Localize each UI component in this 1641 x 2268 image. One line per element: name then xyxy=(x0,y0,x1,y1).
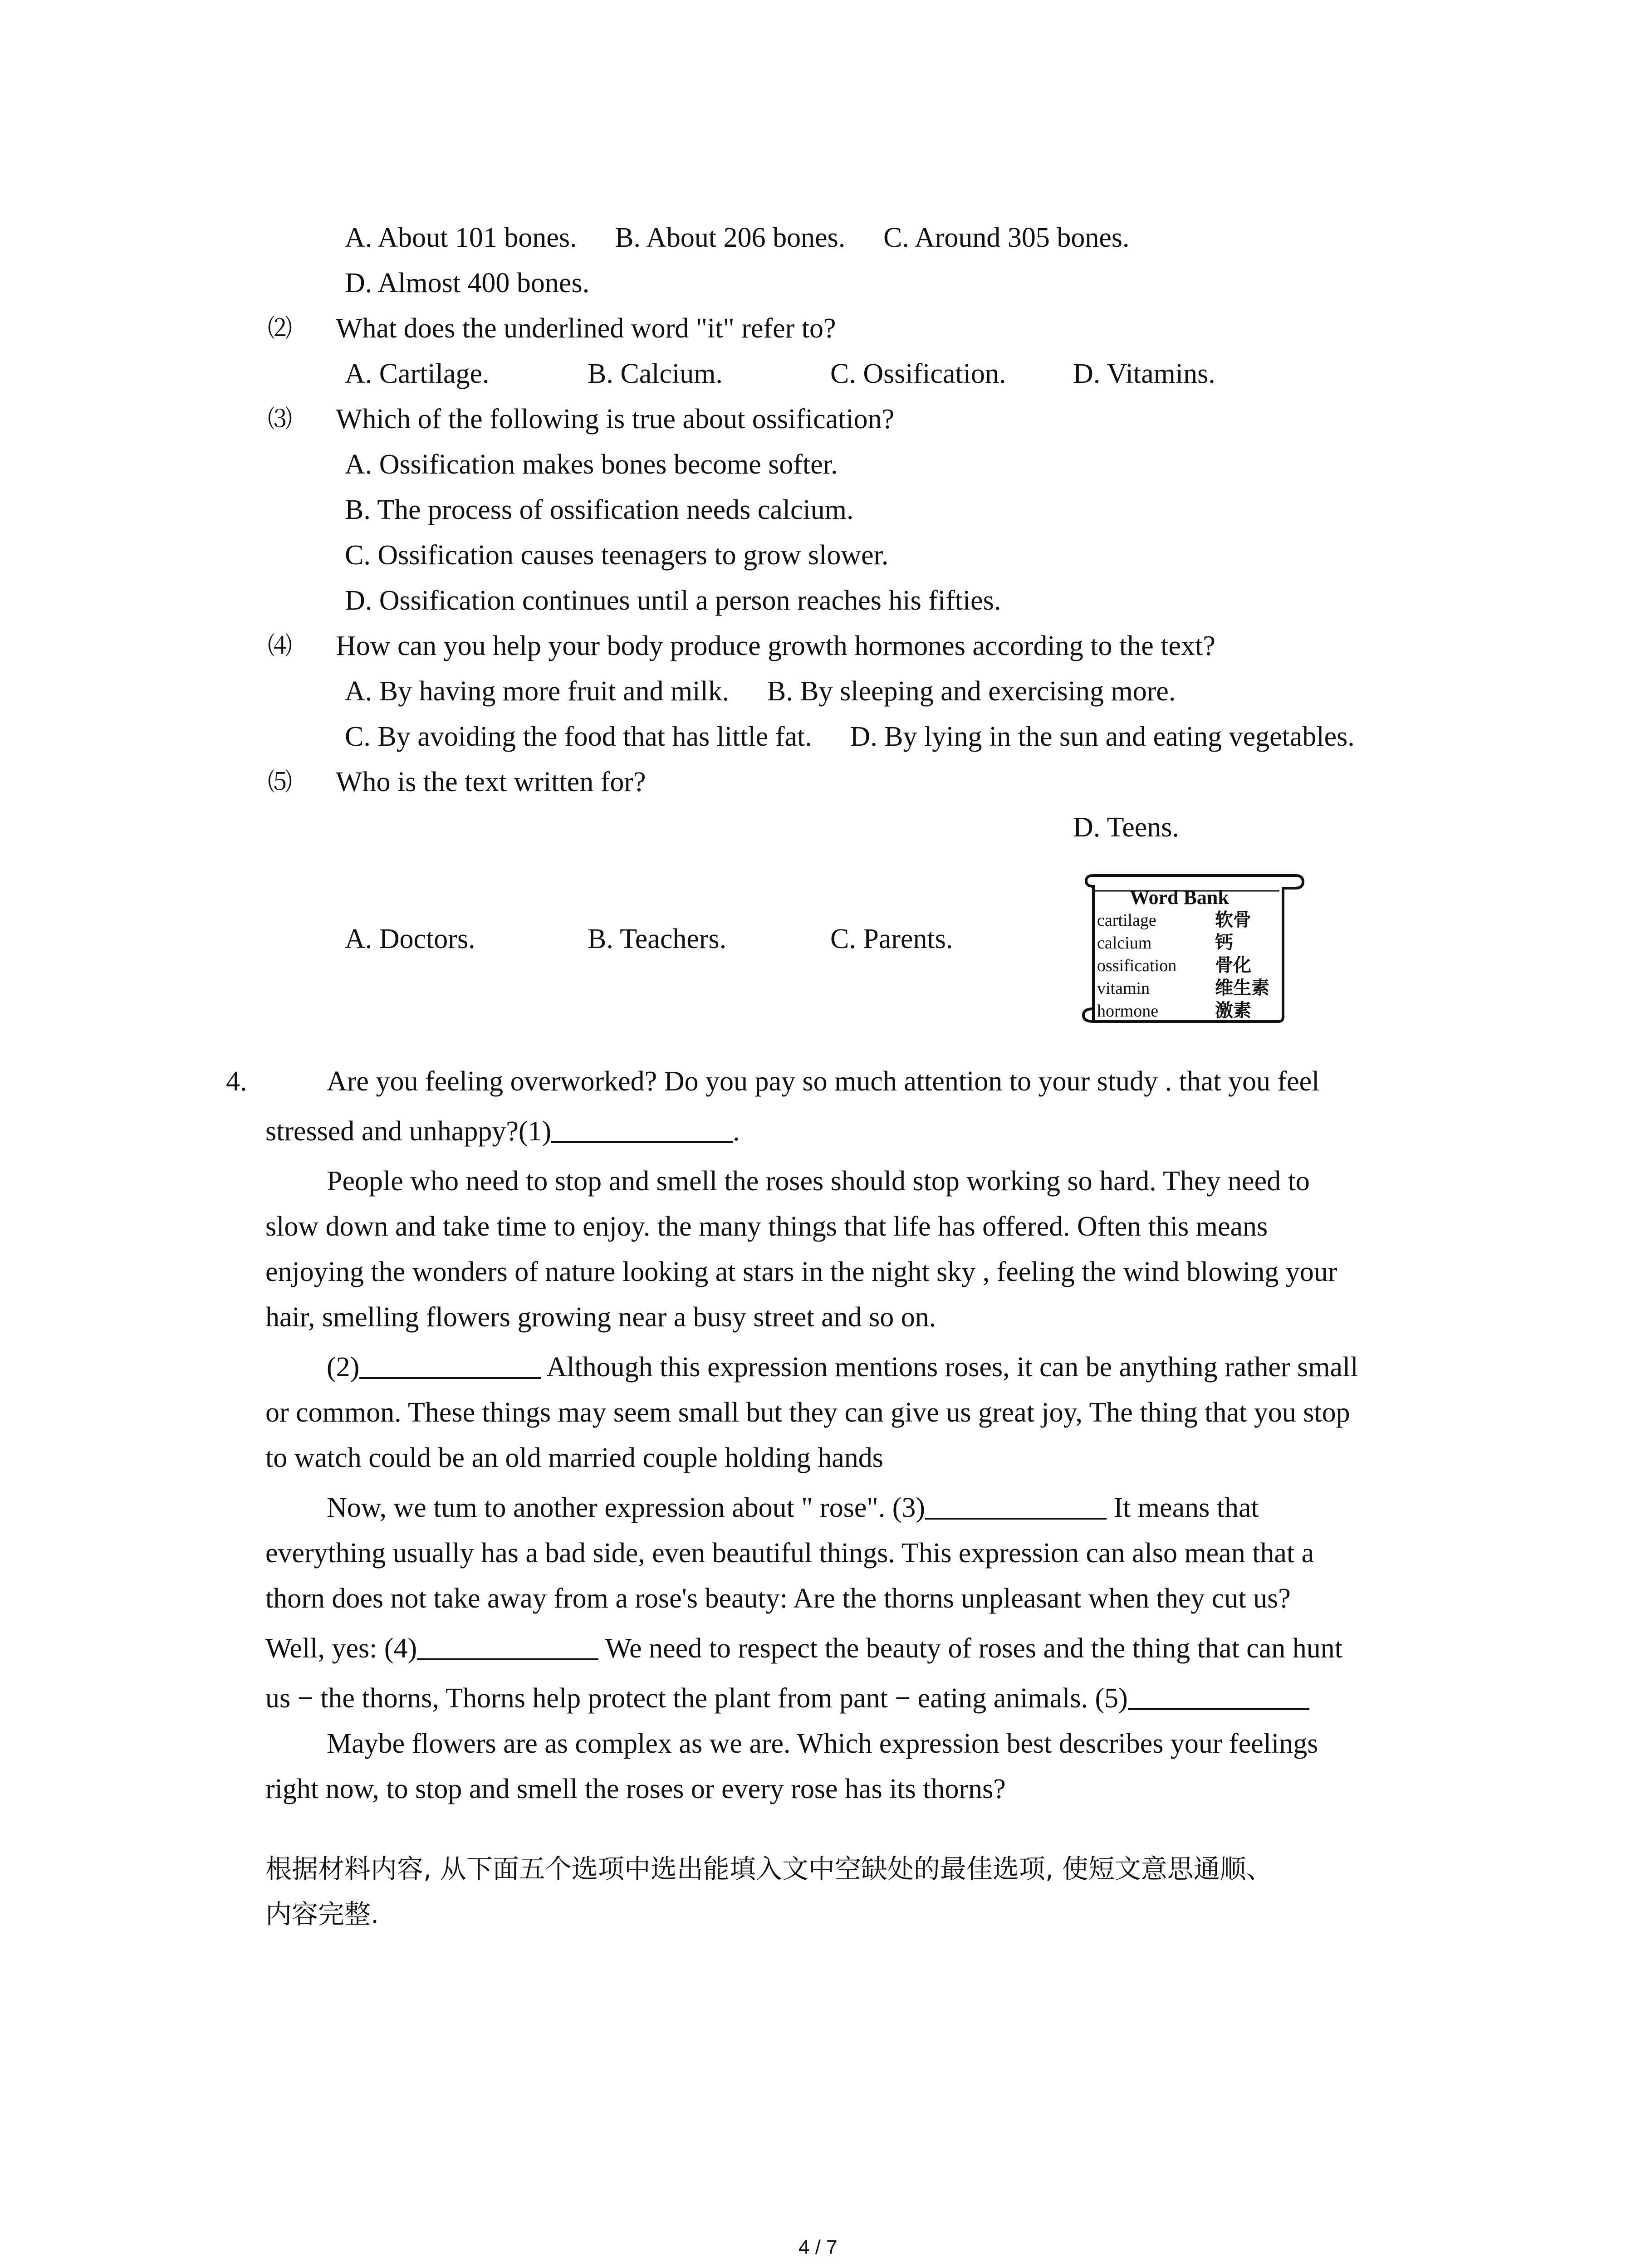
q4-option-d: D. By lying in the sun and eating vegetables. xyxy=(850,721,1355,752)
q2-option-c: C. Ossification. xyxy=(830,358,1006,389)
passage-text: us − the thorns, Thorns help protect the plant from pant − eating animals. (5) xyxy=(265,1683,1128,1714)
word-bank-row xyxy=(1097,954,1251,977)
q5-question: Who is the text written for? xyxy=(336,767,646,797)
q4-question: How can you help your body produce growth hormones according to the text? xyxy=(336,631,1215,661)
word-bank-zh: 钙 xyxy=(1215,932,1233,953)
q4-number: ⑷ xyxy=(268,632,292,660)
passage-text: Although this expression mentions roses, it can be anything rather small xyxy=(541,1352,1358,1383)
passage-p5-line2: right now, to stop and smell the roses or every rose has its thorns? xyxy=(265,1774,1006,1804)
passage-text: stressed and unhappy?(1) xyxy=(265,1116,552,1147)
passage-number: 4. xyxy=(226,1066,247,1097)
passage-p5-line1: Maybe flowers are as complex as we are. Which expression best describes your feelings xyxy=(327,1728,1318,1759)
word-bank-en: hormone xyxy=(1097,1002,1159,1021)
q3-option-c: C. Ossification causes teenagers to grow slower. xyxy=(345,540,889,571)
q1-option-a: A. About 101 bones. xyxy=(345,222,577,253)
word-bank-row xyxy=(1097,932,1233,954)
passage-p1-line2 xyxy=(265,1113,740,1149)
instruction-line2: 内容完整. xyxy=(265,1899,379,1930)
q2-option-d: D. Vitamins. xyxy=(1073,358,1215,389)
passage-p4-line5 xyxy=(265,1680,1309,1716)
word-bank-en: cartilage xyxy=(1097,911,1156,930)
q3-option-a: A. Ossification makes bones become softer. xyxy=(345,449,838,480)
passage-p2-line4: hair, smelling flowers growing near a busy street and so on. xyxy=(265,1302,936,1333)
passage-p3-line3: to watch could be an old married couple holding hands xyxy=(265,1442,883,1473)
blank-3[interactable] xyxy=(925,1491,1107,1520)
passage-text: We need to respect the beauty of roses and the thing that can hunt xyxy=(598,1633,1342,1664)
passage-text: Well, yes: (4) xyxy=(265,1633,417,1664)
word-bank-row xyxy=(1097,977,1269,999)
word-bank-zh: 软骨 xyxy=(1215,909,1251,930)
passage-p2-line1: People who need to stop and smell the roses should stop working so hard. They need to xyxy=(327,1166,1310,1197)
passage-text: Now, we tum to another expression about " rose". (3) xyxy=(327,1492,926,1523)
passage-p2-line2: slow down and take time to enjoy. the many things that life has offered. Often this means xyxy=(265,1211,1268,1242)
q4-options-row2 xyxy=(345,719,1355,755)
passage-p3-line1 xyxy=(327,1349,1358,1385)
passage-p4-line3: thorn does not take away from a rose's beauty: Are the thorns unpleasant when they cut us? xyxy=(265,1583,1291,1614)
passage-p1-line1: Are you feeling overworked? Do you pay so much attention to your study . that you feel xyxy=(327,1066,1320,1097)
passage-text: It means that xyxy=(1107,1492,1259,1523)
instruction-line1: 根据材料内容, 从下面五个选项中选出能填入文中空缺处的最佳选项, 使短文意思通顺、 xyxy=(265,1853,1273,1884)
word-bank-en: calcium xyxy=(1097,934,1152,953)
q2-number: ⑵ xyxy=(268,315,292,342)
q1-option-d: D. Almost 400 bones. xyxy=(345,268,590,298)
q1-options-row1 xyxy=(345,220,1129,256)
q2-option-a: A. Cartilage. xyxy=(345,358,490,389)
page-number: 4 / 7 xyxy=(798,2236,838,2258)
word-bank-row xyxy=(1097,1000,1251,1022)
q3-option-d: D. Ossification continues until a person reaches his fifties. xyxy=(345,585,1001,616)
word-bank-en: vitamin xyxy=(1097,979,1150,998)
blank-2[interactable] xyxy=(359,1350,541,1379)
q4-option-b: B. By sleeping and exercising more. xyxy=(767,676,1176,707)
passage-p4-line1 xyxy=(327,1490,1259,1526)
q5-number: ⑸ xyxy=(268,768,292,796)
passage-text: (2) xyxy=(327,1352,360,1383)
passage-p3-line2: or common. These things may seem small but they can give us great joy, The thing that you stop xyxy=(265,1397,1350,1428)
word-bank-zh: 维生素 xyxy=(1215,978,1269,998)
q1-option-b: B. About 206 bones. xyxy=(615,222,846,253)
q3-question: Which of the following is true about ossification? xyxy=(336,404,895,435)
q3-number: ⑶ xyxy=(268,406,292,433)
word-bank-en: ossification xyxy=(1097,956,1177,975)
q5-option-c: C. Parents. xyxy=(830,924,953,954)
word-bank-zh: 激素 xyxy=(1215,1000,1251,1021)
passage-p4-line4 xyxy=(265,1630,1342,1667)
word-bank-row xyxy=(1097,909,1251,931)
q5-option-b: B. Teachers. xyxy=(588,924,727,954)
passage-p4-line2: everything usually has a bad side, even beautiful things. This expression can also mean that a xyxy=(265,1538,1314,1569)
word-bank-title: Word Bank xyxy=(1130,886,1229,909)
q5-option-a: A. Doctors. xyxy=(345,924,475,954)
q4-options-row1 xyxy=(345,673,1176,709)
blank-1[interactable] xyxy=(551,1114,733,1143)
passage-p2-line3: enjoying the wonders of nature looking at stars in the night sky , feeling the wind blowing your xyxy=(265,1256,1337,1287)
blank-4[interactable] xyxy=(417,1631,598,1660)
q3-option-b: B. The process of ossification needs calcium. xyxy=(345,494,854,525)
q2-question: What does the underlined word "it" refer to? xyxy=(336,313,836,344)
q2-option-b: B. Calcium. xyxy=(588,358,723,389)
q4-option-a: A. By having more fruit and milk. xyxy=(345,676,730,707)
passage-text: . xyxy=(733,1116,740,1147)
word-bank xyxy=(1080,867,1307,1029)
q5-option-d: D. Teens. xyxy=(1073,812,1179,843)
q1-option-c: C. Around 305 bones. xyxy=(883,222,1130,253)
q4-option-c: C. By avoiding the food that has little fat. xyxy=(345,721,812,752)
blank-5[interactable] xyxy=(1128,1681,1309,1710)
word-bank-zh: 骨化 xyxy=(1215,955,1251,976)
